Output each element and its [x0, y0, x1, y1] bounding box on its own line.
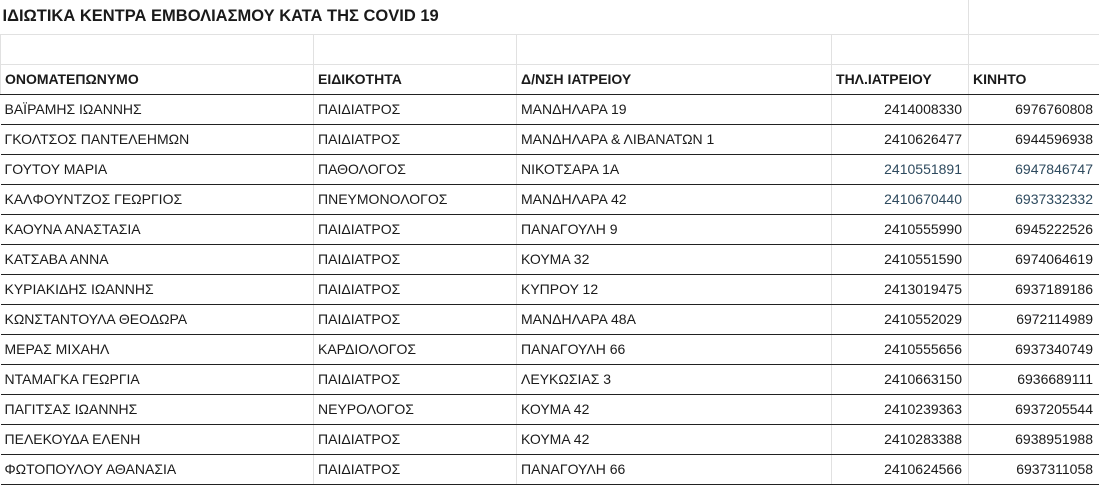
cell-address[interactable]: ΚΟΥΜΑ 42: [517, 424, 832, 454]
cell-specialty[interactable]: ΠΑΙΔΙΑΤΡΟΣ: [314, 364, 517, 394]
cell-specialty[interactable]: ΠΑΙΔΙΑΤΡΟΣ: [314, 244, 517, 274]
cell-mobile[interactable]: 6937189186: [969, 274, 1099, 304]
cell-name[interactable]: ΠΕΛΕΚΟΥΔΑ ΕΛΕΝΗ: [1, 424, 314, 454]
cell-office-phone[interactable]: 2410283388: [832, 424, 969, 454]
cell-name[interactable]: ΚΩΝΣΤΑΝΤΟΥΛΑ ΘΕΟΔΩΡΑ: [1, 304, 314, 334]
cell-specialty[interactable]: ΠΑΙΔΙΑΤΡΟΣ: [314, 304, 517, 334]
header-mobile[interactable]: ΚΙΝΗΤΟ: [969, 64, 1099, 94]
cell-name[interactable]: ΠΑΓΙΤΣΑΣ ΙΩΑΝΝΗΣ: [1, 394, 314, 424]
cell-specialty[interactable]: ΠΝΕΥΜΟΝΟΛΟΓΟΣ: [314, 184, 517, 214]
cell-office-phone[interactable]: 2410555656: [832, 334, 969, 364]
cell-office-phone[interactable]: 2410551891: [832, 154, 969, 184]
cell[interactable]: [832, 0, 969, 34]
table-row: [1, 214, 1099, 244]
cell-address[interactable]: ΜΑΝΔΗΛΑΡΑ 19: [517, 94, 832, 124]
cell-name[interactable]: ΚΑΤΣΑΒΑ ΑΝΝΑ: [1, 244, 314, 274]
cell-name[interactable]: ΒΑΪΡΑΜΗΣ ΙΩΑΝΝΗΣ: [1, 94, 314, 124]
cell[interactable]: [969, 0, 1099, 34]
table-row: [1, 334, 1099, 364]
cell[interactable]: [314, 34, 517, 64]
cell-name[interactable]: ΝΤΑΜΑΓΚΑ ΓΕΩΡΓΙΑ: [1, 364, 314, 394]
cell-office-phone[interactable]: 2413019475: [832, 274, 969, 304]
table-row: [1, 364, 1099, 394]
cell[interactable]: [517, 34, 832, 64]
cell-mobile[interactable]: 6974064619: [969, 244, 1099, 274]
cell-specialty[interactable]: ΝΕΥΡΟΛΟΓΟΣ: [314, 394, 517, 424]
table-row: [1, 244, 1099, 274]
cell-address[interactable]: ΚΟΥΜΑ 32: [517, 244, 832, 274]
cell-mobile[interactable]: 6972114989: [969, 304, 1099, 334]
cell-specialty[interactable]: ΠΑΙΔΙΑΤΡΟΣ: [314, 274, 517, 304]
table-row: [1, 394, 1099, 424]
cell-mobile[interactable]: 6944596938: [969, 124, 1099, 154]
header-office-phone[interactable]: ΤΗΛ.ΙΑΤΡΕΙΟΥ: [832, 64, 969, 94]
cell-office-phone[interactable]: 2410626477: [832, 124, 969, 154]
cell-mobile[interactable]: 6945222526: [969, 214, 1099, 244]
cell-name[interactable]: ΓΚΟΛΤΣΟΣ ΠΑΝΤΕΛΕΗΜΩΝ: [1, 124, 314, 154]
cell-name[interactable]: ΜΕΡΑΣ ΜΙΧΑΗΛ: [1, 334, 314, 364]
cell-address[interactable]: ΚΟΥΜΑ 42: [517, 394, 832, 424]
table-row: [1, 184, 1099, 214]
header-row: [1, 64, 1099, 94]
cell-office-phone[interactable]: 2410663150: [832, 364, 969, 394]
cell-mobile[interactable]: 6937332332: [969, 184, 1099, 214]
cell-mobile[interactable]: 6947846747: [969, 154, 1099, 184]
cell[interactable]: [969, 34, 1099, 64]
cell-specialty[interactable]: ΠΑΙΔΙΑΤΡΟΣ: [314, 424, 517, 454]
cell-address[interactable]: ΠΑΝΑΓΟΥΛΗ 9: [517, 214, 832, 244]
cell-specialty[interactable]: ΚΑΡΔΙΟΛΟΓΟΣ: [314, 334, 517, 364]
cell-address[interactable]: ΝΙΚΟΤΣΑΡΑ 1Α: [517, 154, 832, 184]
cell-name[interactable]: ΚΑΛΦΟΥΝΤΖΟΣ ΓΕΩΡΓΙΟΣ: [1, 184, 314, 214]
cell-office-phone[interactable]: 2410555990: [832, 214, 969, 244]
cell-name[interactable]: ΦΩΤΟΠΟΥΛΟΥ ΑΘΑΝΑΣΙΑ: [1, 454, 314, 484]
cell-address[interactable]: ΜΑΝΔΗΛΑΡΑ & ΛΙΒΑΝΑΤΩΝ 1: [517, 124, 832, 154]
cell-office-phone[interactable]: 2410670440: [832, 184, 969, 214]
cell-mobile[interactable]: 6976760808: [969, 94, 1099, 124]
cell-specialty[interactable]: ΠΑΙΔΙΑΤΡΟΣ: [314, 94, 517, 124]
cell-office-phone[interactable]: 2410551590: [832, 244, 969, 274]
sheet-title[interactable]: ΙΔΙΩΤΙΚΑ ΚΕΝΤΡΑ ΕΜΒΟΛΙΑΣΜΟΥ ΚΑΤΑ ΤΗΣ COVID 19: [1, 0, 832, 34]
table-row: [1, 94, 1099, 124]
table-row: [1, 304, 1099, 334]
cell-mobile[interactable]: 6937311058: [969, 454, 1099, 484]
cell-name[interactable]: ΚΑΟΥΝΑ ΑΝΑΣΤΑΣΙΑ: [1, 214, 314, 244]
cell-name[interactable]: ΚΥΡΙΑΚΙΔΗΣ ΙΩΑΝΝΗΣ: [1, 274, 314, 304]
cell-office-phone[interactable]: 2410624566: [832, 454, 969, 484]
cell-address[interactable]: ΜΑΝΔΗΛΑΡΑ 42: [517, 184, 832, 214]
cell-office-phone[interactable]: 2410552029: [832, 304, 969, 334]
cell-mobile[interactable]: 6937340749: [969, 334, 1099, 364]
table-row: [1, 274, 1099, 304]
cell-specialty[interactable]: ΠΑΙΔΙΑΤΡΟΣ: [314, 124, 517, 154]
cell-mobile[interactable]: 6936689111: [969, 364, 1099, 394]
title-row: [1, 0, 1099, 34]
header-address[interactable]: Δ/ΝΣΗ ΙΑΤΡΕΙΟΥ: [517, 64, 832, 94]
cell-address[interactable]: ΠΑΝΑΓΟΥΛΗ 66: [517, 334, 832, 364]
blank-row: [1, 34, 1099, 64]
cell-office-phone[interactable]: 2414008330: [832, 94, 969, 124]
cell-address[interactable]: ΚΥΠΡΟΥ 12: [517, 274, 832, 304]
cell-specialty[interactable]: ΠΑΘΟΛΟΓΟΣ: [314, 154, 517, 184]
cell-specialty[interactable]: ΠΑΙΔΙΑΤΡΟΣ: [314, 214, 517, 244]
cell[interactable]: [1, 34, 314, 64]
cell-mobile[interactable]: 6937205544: [969, 394, 1099, 424]
cell-address[interactable]: ΠΑΝΑΓΟΥΛΗ 66: [517, 454, 832, 484]
table-row: [1, 154, 1099, 184]
table-row: [1, 424, 1099, 454]
cell-address[interactable]: ΛΕΥΚΩΣΙΑΣ 3: [517, 364, 832, 394]
header-specialty[interactable]: ΕΙΔΙΚΟΤΗΤΑ: [314, 64, 517, 94]
cell[interactable]: [832, 34, 969, 64]
table-row: [1, 124, 1099, 154]
header-name[interactable]: ΟΝΟΜΑΤΕΠΩΝΥΜΟ: [1, 64, 314, 94]
cell-name[interactable]: ΓΟΥΤΟΥ ΜΑΡΙΑ: [1, 154, 314, 184]
cell-mobile[interactable]: 6938951988: [969, 424, 1099, 454]
cell-specialty[interactable]: ΠΑΙΔΙΑΤΡΟΣ: [314, 454, 517, 484]
cell-office-phone[interactable]: 2410239363: [832, 394, 969, 424]
table-row: [1, 454, 1099, 484]
cell-address[interactable]: ΜΑΝΔΗΛΑΡΑ 48Α: [517, 304, 832, 334]
